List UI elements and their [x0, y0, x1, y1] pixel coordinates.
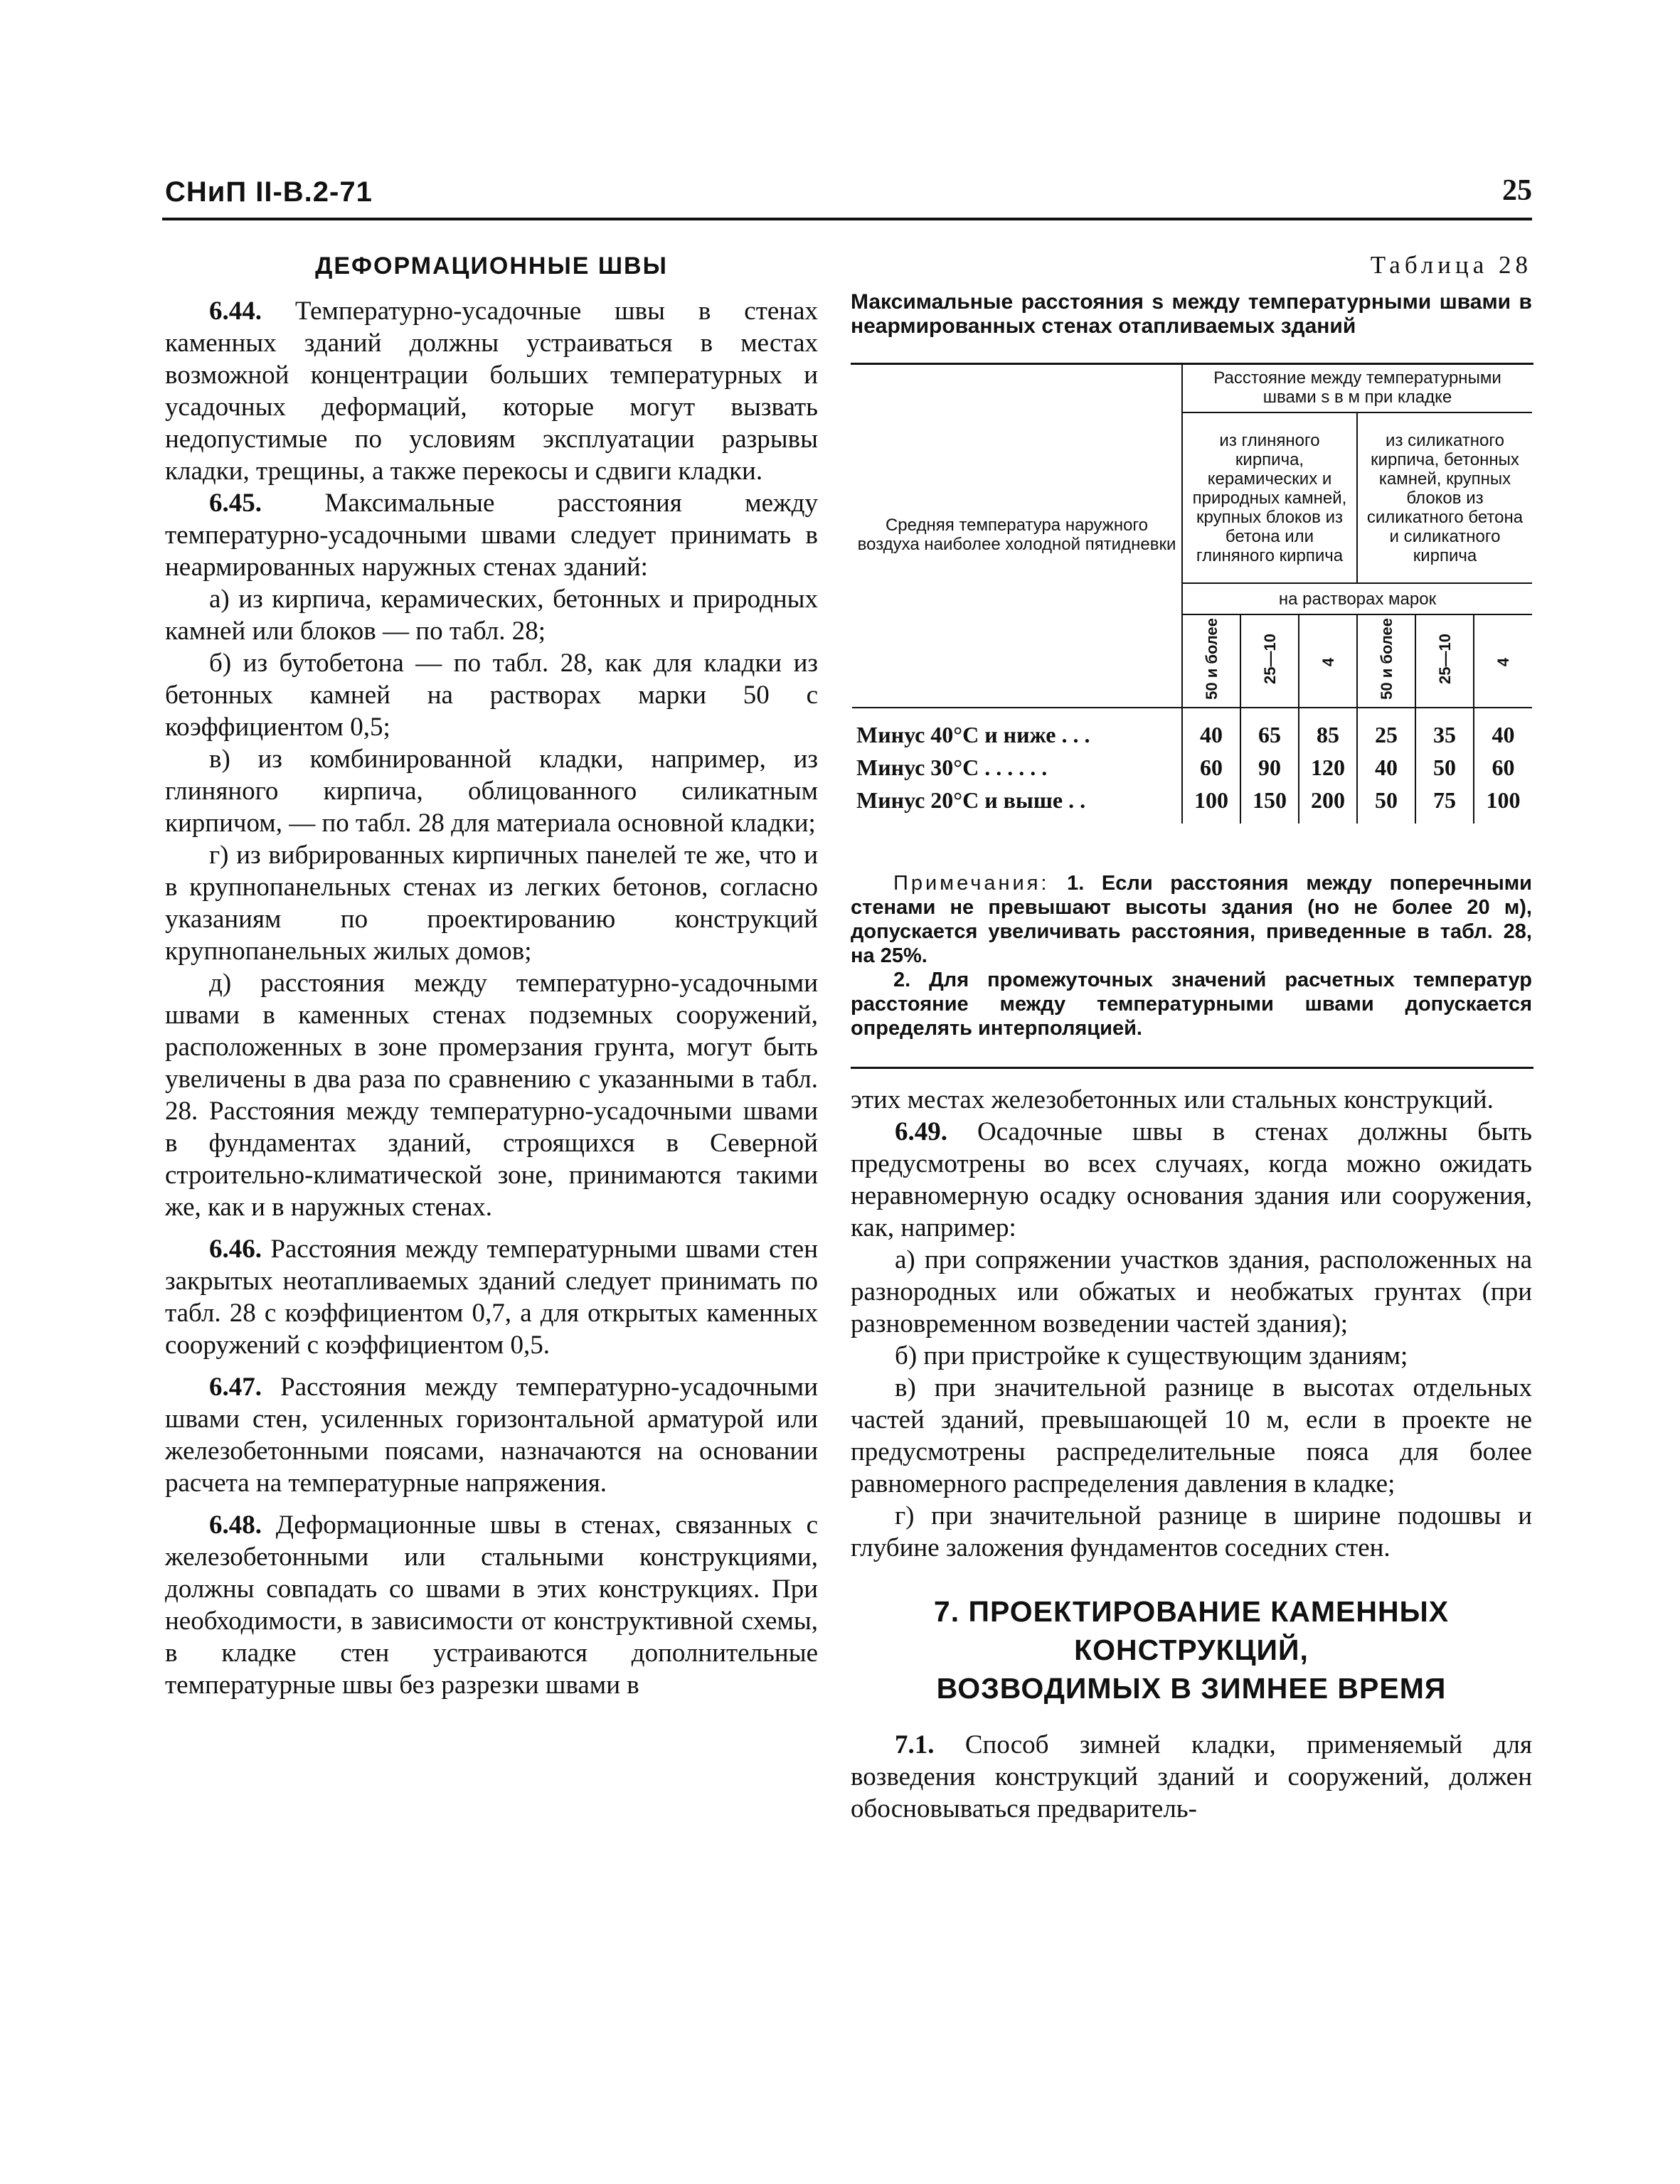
table-cell: 60: [1474, 751, 1532, 784]
mortar-grade: 25—10: [1415, 614, 1474, 708]
page-number: 25: [1502, 174, 1532, 207]
mortar-header: на растворах марок: [1182, 583, 1532, 614]
header-rule: [162, 218, 1532, 220]
mortar-grade: 4: [1474, 614, 1532, 708]
table-cell: 40: [1182, 708, 1240, 751]
table-cell: 200: [1299, 784, 1357, 824]
stub-header: Средняя температура наружного воздуха наиболее холодной пятидневки: [852, 363, 1182, 708]
table-cell: 40: [1474, 708, 1532, 751]
clause-text: Температурно-усадочные швы в стенах каменных зданий должны устраиваться в местах возможной концентрации больших температурных и усадочных деформаций, которые могут вызвать недопустимые по условиям эксплуатации разрывы кладки, трещины, а также перекосы и сдвиги кладки.: [165, 297, 819, 486]
clause-text: Деформационные швы в стенах, связанных с железобетонными или стальными конструкциями, должны совпадать со швами в этих конструкциях. При необходимости, в зависимости от конструктивной схемы, в кладке стен устраиваются дополнительные температурные швы без разрезки швами в: [165, 1511, 819, 1700]
document-code: СНиП II-В.2-71: [165, 176, 373, 208]
table-cell: 150: [1240, 784, 1299, 824]
continuation-text: этих местах железобетонных или стальных конструкций.: [851, 1085, 1494, 1114]
table-row: [852, 751, 1532, 784]
column-header-silicate: из силикатного кирпича, бетонных камней, крупных блоков из силикатного бетона и силикатного кирпича: [1357, 412, 1532, 583]
table-cell: 100: [1182, 784, 1240, 824]
clause-text: Максимальные расстояния между температурно-усадочными швами следует принимать в неармированных наружных стенах зданий:: [165, 489, 818, 582]
mortar-grade: 50 и более: [1182, 614, 1240, 708]
list-item-v: в) при значительной разнице в высотах отдельных частей зданий, превышающей 10 м, если в проекте не предусмотрены распределительные пояса для более равномерного распределения давления в кладке;: [851, 1373, 1532, 1498]
list-item-d: д) расстояния между температурно-усадочными швами в каменных стенах подземных сооружений, расположенных в зоне промерзания грунта, могут быть увеличены в два раза по сравнению с указанными в табл. 28. Расстояния между температурно-усадочными швами в фундаментах зданий, строящихся в Северной строительно-климатической зоне, принимаются такими же, как и в наружных стенах.: [165, 969, 818, 1222]
clause-7-1: [851, 1729, 1532, 1825]
clause-number: 6.46.: [209, 1235, 262, 1264]
clause-number: 6.47.: [209, 1373, 262, 1402]
clause-number: 6.48.: [209, 1511, 262, 1540]
clause-6-47: [165, 1371, 818, 1499]
table-label: Таблица 28: [1370, 251, 1532, 279]
clause-number: 6.49.: [895, 1117, 947, 1146]
mortar-grade: 25—10: [1240, 614, 1299, 708]
table-cell: 75: [1415, 784, 1474, 824]
table-cell: 85: [1299, 708, 1357, 751]
table-cell: 60: [1182, 751, 1240, 784]
clause-text: Расстояния между температурными швами стен закрытых неотапливаемых зданий следует принимать по табл. 28 с коэффициентом 0,7, а для открытых каменных сооружений с коэффициентом 0,5.: [165, 1235, 818, 1360]
table-cell: 25: [1357, 708, 1415, 751]
table-cell: 50: [1357, 784, 1415, 824]
section-7-heading: 7. ПРОЕКТИРОВАНИЕ КАМЕННЫХ КОНСТРУКЦИЙ, ВОЗВОДИМЫХ В ЗИМНЕЕ ВРЕМЯ: [933, 1595, 1450, 1705]
column-header-clay: из глиняного кирпича, керамических и природных камней, крупных блоков из бетона или глиняного кирпича: [1182, 412, 1357, 583]
list-item-a: а) при сопряжении участков здания, расположенных на разнородных или обжатых и необжатых грунтах (при разновременном возведении частей здания);: [851, 1245, 1532, 1338]
table-cell: 120: [1299, 751, 1357, 784]
right-column: [851, 1084, 1532, 1825]
list-item-v: в) из комбинированной кладки, например, из глиняного кирпича, облицованного силикатным кирпичом, — по табл. 28 для материала основной кладки;: [165, 745, 818, 838]
row-label: Минус 40°С и ниже . . .: [852, 708, 1182, 751]
list-item-a: а) из кирпича, керамических, бетонных и природных камней или блоков — по табл. 28;: [165, 585, 818, 646]
clause-text: Способ зимней кладки, применяемый для возведения конструкций зданий и сооружений, должен обосновываться предваритель-: [851, 1730, 1532, 1823]
clause-text: Расстояния между температурно-усадочными швами стен, усиленных горизонтальной арматурой или железобетонными поясами, назначаются на основании расчета на температурные напряжения.: [165, 1373, 818, 1498]
clause-number: 7.1.: [895, 1730, 935, 1759]
table-cell: 100: [1474, 784, 1532, 824]
table-cell: 50: [1415, 751, 1474, 784]
note-2: 2. Для промежуточных значений расчетных температур расстояние между температурными швами допускается определять интерполяцией.: [851, 969, 1532, 1040]
clause-6-44: [165, 295, 818, 487]
table-cell: 40: [1357, 751, 1415, 784]
mortar-grade: 4: [1299, 614, 1357, 708]
notes-label: Примечания:: [893, 872, 1050, 895]
mortar-grade: 50 и более: [1357, 614, 1415, 708]
clause-6-49: [851, 1116, 1532, 1244]
row-label: Минус 20°С и выше . .: [852, 784, 1182, 824]
left-column: [165, 250, 818, 1701]
clause-6-48: [165, 1509, 818, 1701]
clause-6-45: [165, 487, 818, 583]
table-cell: 65: [1240, 708, 1299, 751]
row-label: Минус 30°С . . . . . .: [852, 751, 1182, 784]
table-cell: 35: [1415, 708, 1474, 751]
group-header: Расстояние между температурными швами s в м при кладке: [1182, 363, 1532, 412]
list-item-b: б) из бутобетона — по табл. 28, как для кладки из бетонных камней на растворах марки 50 с коэффициентом 0,5;: [165, 649, 818, 742]
table-notes: [851, 871, 1532, 1040]
table-28: [852, 363, 1532, 824]
list-item-b: б) при пристройке к существующим зданиям;: [895, 1341, 1408, 1370]
table-bottom-rule: [851, 1067, 1533, 1069]
table-cell: 90: [1240, 751, 1299, 784]
clause-text: Осадочные швы в стенах должны быть предусмотрены во всех случаях, когда можно ожидать неравномерную осадку основания здания или сооружения, как, например:: [851, 1117, 1533, 1242]
table-row: [852, 708, 1532, 751]
section-heading-deformation-joints: ДЕФОРМАЦИОННЫЕ ШВЫ: [315, 252, 668, 279]
list-item-g: г) при значительной разнице в ширине подошвы и глубине заложения фундаментов соседних стен.: [851, 1501, 1532, 1562]
clause-number: 6.45.: [209, 489, 262, 518]
table-row: [852, 784, 1532, 824]
list-item-g: г) из вибрированных кирпичных панелей те же, что и в крупнопанельных стенах из легких бетонов, согласно указаниям по проектированию конструкций крупнопанельных жилых домов;: [165, 841, 818, 966]
note-1: Примечания: 1. Если расстояния между поперечными стенами не превышают высоты здания (но не более 20 м), допускается увеличивать расстояния, приведенные в табл. 28, на 25%.: [851, 872, 1532, 967]
clause-6-46: [165, 1233, 818, 1361]
clause-number: 6.44.: [209, 297, 262, 326]
table-caption: Максимальные расстояния s между температурными швами в неармированных стенах отапливаемых зданий: [851, 290, 1532, 338]
